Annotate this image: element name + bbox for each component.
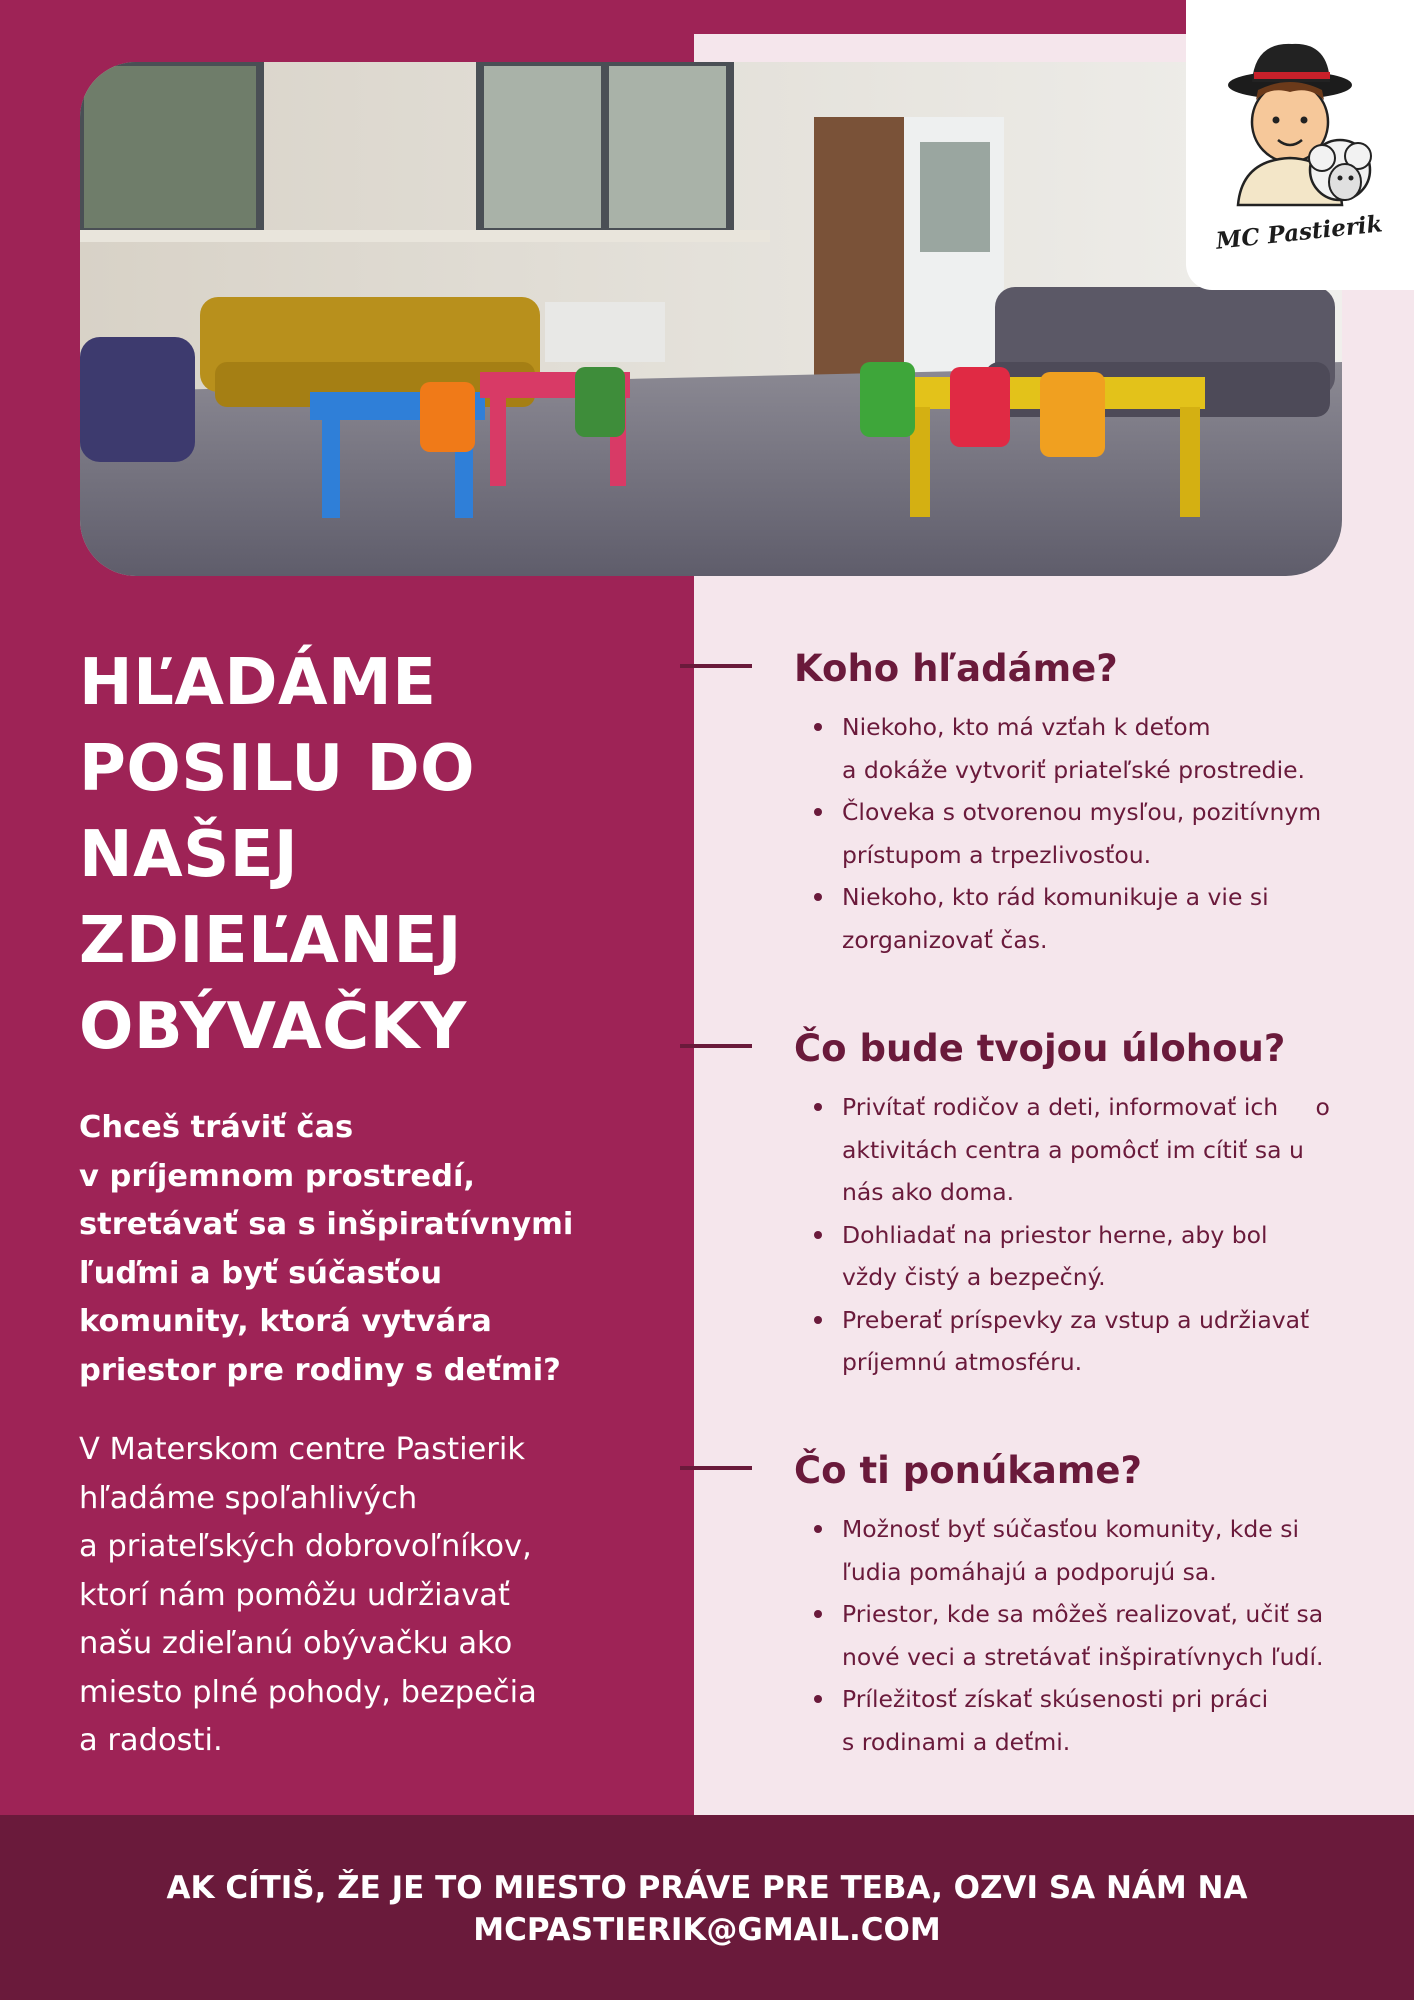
headline-line: ZDIEĽANEJ: [79, 904, 462, 978]
intro-line: ľuďmi a byť súčasťou: [79, 1255, 443, 1291]
list-item-line: s rodinami a deťmi.: [842, 1727, 1071, 1756]
description-line: našu zdieľanú obývačku ako: [79, 1626, 513, 1661]
playroom-photo: [80, 62, 1342, 576]
list-item: [794, 791, 1321, 876]
bullet-icon: [814, 1610, 822, 1618]
list-item-line: Priestor, kde sa môžeš realizovať, učiť sa: [842, 1600, 1324, 1628]
list-item-line: Niekoho, kto rád komunikuje a vie si: [842, 883, 1269, 911]
list-item-line: aktivitách centra a pomôcť im cítiť sa u: [842, 1135, 1304, 1164]
bullet-icon: [814, 723, 822, 731]
headline-line: HĽADÁME: [79, 646, 437, 720]
headline-line: POSILU DO: [79, 732, 475, 806]
footer-cta: [0, 1815, 1414, 2000]
intro-line: stretávať sa s inšpiratívnymi: [79, 1207, 574, 1242]
list-item-line: Človeka s otvorenou mysľou, pozitívnym: [842, 798, 1322, 826]
list-item: [794, 1214, 1330, 1299]
intro-line: komunity, ktorá vytvára: [79, 1304, 492, 1339]
list-item: [794, 1086, 1330, 1214]
list-item-line: nové veci a stretávať inšpiratívnych ľudí.: [842, 1642, 1324, 1671]
shepherd-boy-with-sheep-icon: [1200, 30, 1400, 260]
list-item-line: Niekoho, kto má vzťah k deťom: [842, 713, 1211, 741]
list-item-line: prístupom a trpezlivosťou.: [842, 840, 1152, 869]
bullet-icon: [814, 1316, 822, 1324]
list-item-line: nás ako doma.: [842, 1178, 1015, 1206]
list-item: [794, 1678, 1323, 1763]
list-item-line: Dohliadať na priestor herne, aby bol: [842, 1220, 1268, 1249]
list-item-line: Privítať rodičov a deti, informovať ich o: [842, 1093, 1330, 1121]
playroom-illustration: [80, 62, 1342, 576]
bullet-icon: [814, 1231, 822, 1239]
bullet-icon: [814, 1103, 822, 1111]
bullet-icon: [814, 808, 822, 816]
intro-line: Chceš tráviť čas: [79, 1110, 354, 1145]
intro-question: [79, 1104, 639, 1395]
section-list: [794, 706, 1321, 961]
section-title: Čo ti ponúkame?: [794, 1449, 1142, 1492]
section-connector: [680, 1466, 752, 1470]
intro-line: priestor pre rodiny s deťmi?: [79, 1352, 561, 1388]
description-line: a priateľských dobrovoľníkov,: [79, 1529, 532, 1564]
list-item-line: a dokáže vytvoriť priateľské prostredie.: [842, 755, 1306, 784]
section-list: [794, 1508, 1323, 1763]
list-item-line: Možnosť byť súčasťou komunity, kde si: [842, 1515, 1299, 1543]
section-title: Čo bude tvojou úlohou?: [794, 1027, 1286, 1070]
list-item-line: zorganizovať čas.: [842, 925, 1048, 954]
list-item: [794, 706, 1321, 791]
list-item-line: Príležitosť získať skúsenosti pri práci: [842, 1685, 1269, 1713]
headline-line: NAŠEJ: [79, 818, 299, 892]
description: [79, 1426, 639, 1766]
footer-text: [0, 1867, 1414, 1951]
list-item: [794, 1593, 1323, 1678]
contact-email[interactable]: MCPASTIERIK@GMAIL.COM: [473, 1912, 941, 1948]
bullet-icon: [814, 1525, 822, 1533]
intro-line: v príjemnom prostredí,: [79, 1158, 475, 1194]
description-line: miesto plné pohody, bezpečia: [79, 1674, 537, 1710]
list-item: [794, 1299, 1330, 1384]
description-line: ktorí nám pomôžu udržiavať: [79, 1577, 510, 1613]
page-headline: [79, 640, 679, 1070]
description-line: V Materskom centre Pastierik: [79, 1432, 525, 1467]
list-item-line: ľudia pomáhajú a podporujú sa.: [842, 1557, 1217, 1586]
description-line: a radosti.: [79, 1723, 223, 1758]
bullet-icon: [814, 1695, 822, 1703]
list-item: [794, 1508, 1323, 1593]
section-title: Koho hľadáme?: [794, 647, 1118, 690]
logo-text: MC Pastierik: [1214, 210, 1384, 255]
logo: [1186, 0, 1414, 290]
list-item-line: príjemnú atmosféru.: [842, 1348, 1083, 1376]
list-item-line: vždy čistý a bezpečný.: [842, 1263, 1106, 1291]
footer-line: AK CÍTIŠ, ŽE JE TO MIESTO PRÁVE PRE TEBA, OZVI SA NÁM NA: [166, 1870, 1248, 1906]
section-connector: [680, 664, 752, 668]
bullet-icon: [814, 893, 822, 901]
headline-line: OBÝVAČKY: [79, 990, 467, 1064]
list-item: [794, 876, 1321, 961]
section-connector: [680, 1044, 752, 1048]
section-list: [794, 1086, 1330, 1384]
description-line: hľadáme spoľahlivých: [79, 1480, 418, 1516]
list-item-line: Preberať príspevky za vstup a udržiavať: [842, 1305, 1310, 1334]
